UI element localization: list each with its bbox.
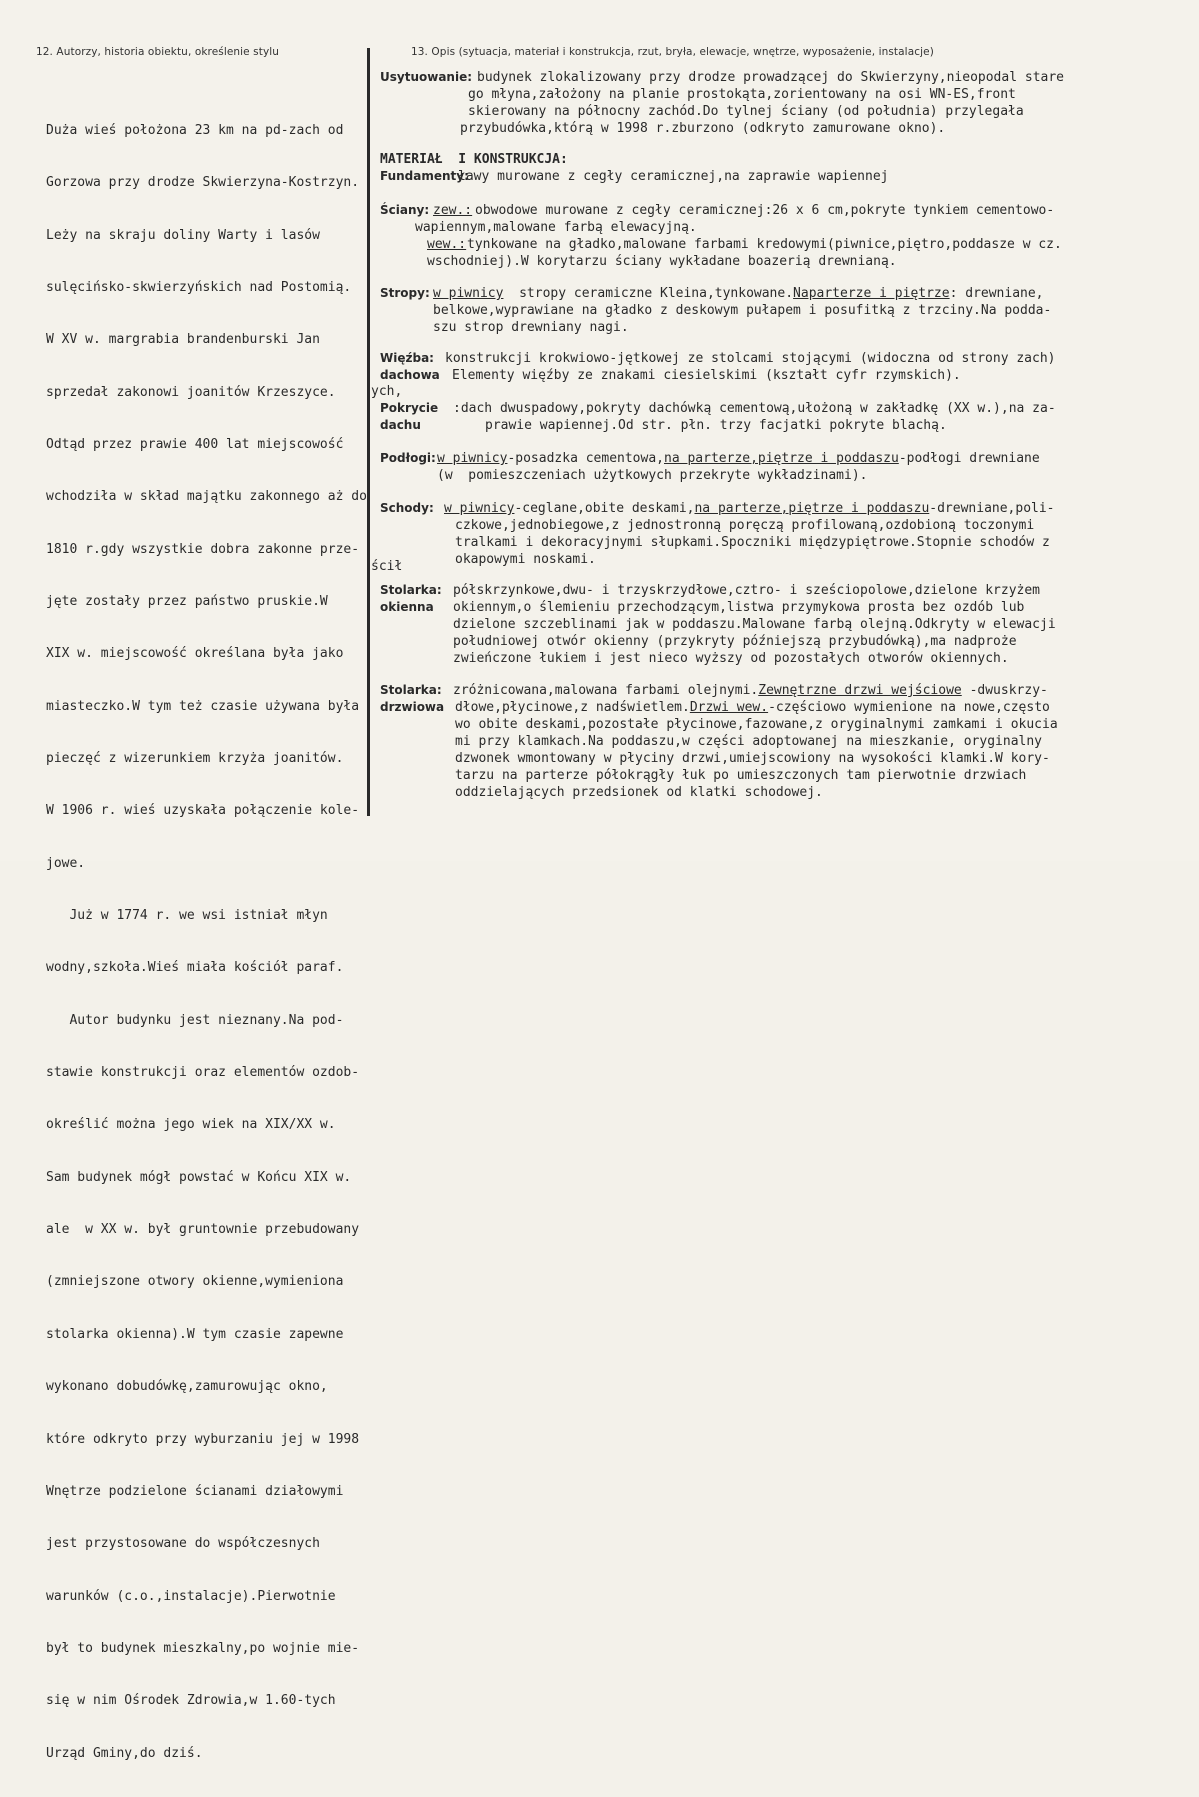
text-line: obwodowe murowane z cegły ceramicznej:26 x 6 cm,pokryte tynkiem cementowo-: [475, 203, 1055, 218]
text-line: sulęcińsko-skwierzyńskich nad Postomią.: [46, 279, 352, 295]
text-line: wo obite deskami,pozostałe płycinowe,fazowane,z oryginalnymi zamkami i okucia: [455, 717, 1058, 732]
text-line: jowe.: [46, 855, 86, 871]
text-line: stawie konstrukcji oraz elementów ozdob-: [46, 1065, 360, 1081]
underlined-text: w piwnicy: [433, 286, 504, 301]
text-line: jest przystosowane do współczesnych: [46, 1536, 320, 1552]
text-line: dzielone szczeblinami jak w poddaszu.Malowane farbą olejną.Odkryty w elewacji: [453, 617, 1056, 632]
field-label: Fundamenty:: [380, 169, 469, 183]
text-line: szu strop drewniany nagi.: [433, 320, 629, 335]
text-line: Duża wieś położona 23 km na pd-zach od: [46, 122, 344, 138]
field-label: Więźba:: [380, 351, 434, 365]
underlined-text: Zewnętrzne drzwi wejściowe: [758, 683, 962, 698]
text-line: wchodziła w skład majątku zakonnego aż do: [46, 489, 367, 505]
text-line: skierowany na północny zachód.Do tylnej ściany (od południa) przylegała: [468, 104, 1024, 119]
text-line: południowej otwór okienny (przykryty późniejszą przybudówką),ma nadproże: [453, 634, 1017, 649]
text-line: 1810 r.gdy wszystkie dobra zakonne prze-: [46, 541, 360, 557]
text-line: W XV w. margrabia brandenburski Jan: [46, 332, 320, 348]
overflow-text: ych,: [371, 384, 403, 399]
text-line: wschodniej).W korytarzu ściany wykładane boazerią drewnianą.: [427, 254, 897, 269]
text-line: miasteczko.W tym też czasie używana była: [46, 698, 360, 714]
text-line: okapowymi noskami.: [455, 552, 596, 567]
field-label: Usytuowanie:: [380, 70, 473, 84]
field-label: Pokrycie: [380, 401, 439, 415]
text-line: przybudówka,którą w 1998 r.zburzono (odkryto zamurowane okno).: [460, 121, 946, 136]
text-line: półskrzynkowe,dwu- i trzyskrzydłowe,cztro- i sześciopolowe,dzielone krzyżem: [453, 583, 1040, 598]
text-line: go młyna,założony na planie prostokąta,zorientowany na osi WN-ES,front: [468, 87, 1016, 102]
text-line: tarzu na parterze półokrągły łuk po umieszczonych tam pierwotnie drzwiach: [455, 768, 1027, 783]
text-line: belkowe,wyprawiane na gładko z deskowym pułapem i posufitką z trzciny.Na podda-: [433, 303, 1052, 318]
text-line: W 1906 r. wieś uzyskała połączenie kole-: [46, 803, 360, 819]
text-line: czkowe,jednobiegowe,z jednostronną poręczą profilowaną,ozdobioną toczonymi: [455, 518, 1035, 533]
text-line: prawie wapiennej.Od str. płn. trzy facjatki pokryte blachą.: [485, 418, 947, 433]
text-line: (w pomieszczeniach użytkowych przekryte wykładzinami).: [437, 468, 868, 483]
text-line: okiennym,o ślemieniu przechodzącym,listwa przymykowa prosta bez ozdób lub: [453, 600, 1025, 615]
left-section-header: 12. Autorzy, historia obiektu, określenie stylu: [36, 46, 280, 58]
text-line: dzwonek wmontowany w płyciny drzwi,umiejscowiony na wysokości klamki.W kory-: [455, 751, 1050, 766]
text-line: jęte zostały przez państwo pruskie.W: [46, 594, 328, 609]
text-line: Leży na skraju doliny Warty i lasów: [46, 227, 320, 243]
underlined-text: Drzwi wew.: [689, 700, 769, 715]
text-line: które odkryto przy wyburzaniu jej w 1998: [46, 1431, 360, 1447]
text-line: wapiennym,malowane farbą elewacyjną.: [415, 220, 697, 235]
text-line: Autor budynku jest nieznany.Na pod-: [46, 1012, 344, 1028]
right-section-header: 13. Opis (sytuacja, materiał i konstrukcja, rzut, bryła, elewacje, wnętrze, wyposażenie, instalacje): [411, 46, 934, 58]
field-label: Schody:: [380, 501, 434, 515]
text-line: Odtąd przez prawie 400 lat miejscowość: [46, 436, 344, 452]
field-label: Stolarka:: [380, 683, 442, 697]
text-line: tralkami i dekoracyjnymi słupkami.Spoczniki międzypiętrowe.Stopnie schodów z: [455, 535, 1050, 550]
text-line: wykonano dobudówkę,zamurowując okno,: [46, 1379, 328, 1395]
text-line: tynkowane na gładko,malowane farbami kredowymi(piwnice,piętro,poddasze w cz.: [467, 237, 1062, 252]
text-line: Wnętrze podzielone ścianami działowymi: [46, 1483, 344, 1499]
text-line: warunków (c.o.,instalacje).Pierwotnie: [46, 1588, 336, 1604]
text-line: się w nim Ośrodek Zdrowia,w 1.60-tych: [46, 1693, 336, 1709]
underlined-text: w piwnicy: [444, 501, 515, 516]
text-line: oddzielających przedsionek od klatki schodowej.: [455, 785, 823, 800]
field-label: Stropy:: [380, 286, 430, 300]
text-line: XIX w. miejscowość określana była jako: [46, 646, 344, 662]
overflow-text: ścił: [371, 559, 403, 574]
field-label: dachu: [380, 418, 421, 432]
text-line: (zmniejszone otwory okienne,wymieniona: [46, 1274, 344, 1290]
text-line: sprzedał zakonowi joanitów Krzeszyce.: [46, 384, 336, 400]
field-label: Ściany:: [380, 203, 430, 217]
text-line: Gorzowa przy drodze Skwierzyna-Kostrzyn.: [46, 175, 360, 191]
text-line: stolarka okienna).W tym czasie zapewne: [46, 1326, 344, 1342]
subfield-label: wew.:: [427, 237, 467, 252]
text-line: ławy murowane z cegły ceramicznej,na zaprawie wapiennej: [458, 169, 889, 184]
text-line: ale w XX w. był gruntownie przebudowany: [46, 1222, 360, 1238]
field-label: Podłogi:: [380, 451, 436, 465]
text-line: był to budynek mieszkalny,po wojnie mie-: [46, 1640, 360, 1656]
text-line: budynek zlokalizowany przy drodze prowadzącej do Skwierzyny,nieopodal stare: [477, 70, 1064, 85]
field-label: drzwiowa: [380, 700, 445, 714]
text-line: Już w 1774 r. we wsi istniał młyn: [46, 908, 328, 924]
text-line: pieczęć z wizerunkiem krzyża joanitów.: [46, 751, 344, 767]
underlined-text: Naparterze i piętrze: [793, 286, 950, 301]
text-line: konstrukcji krokwiowo-jętkowej ze stolcami stojącymi (widoczna od strony zach): [445, 351, 1056, 366]
text-line: Sam budynek mógł powstać w Końcu XIX w.: [46, 1169, 352, 1185]
underlined-text: na parterze,piętrze i poddaszu: [694, 501, 930, 516]
text-line: mi przy klamkach.Na poddaszu,w części adoptowanej na mieszkanie, oryginalny: [455, 734, 1042, 749]
text-line: wodny,szkoła.Wieś miała kościół paraf.: [46, 960, 344, 976]
text-line: Urząd Gminy,do dziś.: [46, 1745, 203, 1761]
underlined-text: na parterze,piętrze i poddaszu: [664, 451, 899, 466]
text-line: :dach dwuspadowy,pokryty dachówką cementową,ułożoną w zakładkę (XX w.),na za-: [453, 401, 1056, 416]
history-text: [46, 87, 372, 1797]
text-line: Elementy więźby ze znakami ciesielskimi (kształt cyfr rzymskich).: [452, 368, 961, 383]
document-page: 12. Autorzy, historia obiektu, określenie stylu 13. Opis (sytuacja, materiał i konstrukcja, rzut, bryła, elewacje, wnętrze, wyposażenie, instalacje) Duża wieś położona 23 km na pd-zach od Gorzowa przy drodze Skwierzyna-Kostrzyn. Leży na skraju doliny Warty i lasów sulęcińsko-skwierzyńskich nad Postomią. W XV w. margrabia brandenburski Jan sprzedał zakonowi joanitów Krzeszyce. Odtąd przez prawie 400 lat miejscowość wchodziła w skład majątku zakonnego aż do 1810 r.gdy wszystkie dobra zakonne prze- jęte zostały przez państwo pruskie.W XIX w. miejscowość określana była jako miasteczko.W tym też czasie używana była pieczęć z wizerunkiem krzyża joanitów. W 1906 r. wieś uzyskała połączenie kole- jowe. Już w 1774 r. we wsi istniał młyn wodny,szkoła.Wieś miała kościół paraf. Autor budynku jest nieznany.Na pod- stawie konstrukcji oraz elementów ozdob- określić można jego wiek na XIX/XX w. Sam budynek mógł powstać w Końcu XIX w. ale w XX w. był gruntownie przebudowany (zmniejszone otwory okienne,wymieniona stolarka okienna).W tym czasie zapewne wykonano dobudówkę,zamurowując okno, które odkryto przy wyburzaniu jej w 1998 Wnętrze podzielone ścianami działowymi jest przystosowane do współczesnych warunków (c.o.,instalacje).Pierwotnie był to budynek mieszkalny,po wojnie mie- się w nim Ośrodek Zdrowia,w 1.60-tych Urząd Gminy,do dziś. ych, ścił Usytuowanie: budynek zlokalizowany przy drodze prowadzącej do Skwierzyny,nieopodal stare go młyna,założony na planie prostokąta,zorientowany na osi WN-ES,front skierowany na północny zachód.Do tylnej ściany (od południa) przylegała przybudówka,którą w 1998 r.zburzono (odkryto zamurowane okno). MATERIAŁ I KONSTRUKCJA: Fundamenty: ławy murowane z cegły ceramicznej,na zaprawie wapiennej Ściany: zew.: obwodowe murowane z cegły ceramicznej:26 x 6 cm,pokryte tynkiem cementowo- wapiennym,malowane farbą elewacyjną. wew.: tynkowane na gładko,malowane farbami kredowymi(piwnice,piętro,poddasze w cz. wschodniej).W korytarzu ściany wykładane boazerią drewnianą. Stropy: w piwnicy stropy ceramiczne Kleina,tynkowane.Naparterze i piętrze: drewniane, belkowe,wyprawiane na gładko z deskowym pułapem i posufitką z trzciny.Na podda- szu strop drewniany nagi. Więźba: dachowa konstrukcji krokwiowo-jętkowej ze stolcami stojącymi (widoczna od strony zach) Elementy więźby ze znakami ciesielskimi (kształt cyfr rzymskich). Pokrycie dachu :dach dwuspadowy,pokryty dachówką cementową,ułożoną w zakładkę (XX w.),na za- prawie wapiennej.Od str. płn. trzy facjatki pokryte blachą. Podłogi: w piwnicy-posadzka cementowa,na parterze,piętrze i poddaszu-podłogi drewniane (w pomieszczeniach użytkowych przekryte wykładzinami). Schody: w piwnicy-ceglane,obite deskami,na parterze,piętrze i poddaszu-drewniane,poli- czkowe,jednobiegowe,z jednostronną poręczą profilowaną,ozdobioną toczonymi tralkami i dekoracyjnymi słupkami.Spoczniki międzypiętrowe.Stopnie schodów z okapowymi noskami. Stolarka: okienna półskrzynkowe,dwu- i trzyskrzydłowe,cztro- i sześciopolowe,dzielone krzyżem okiennym,o ślemieniu przechodzącym,listwa przymykowa prosta bez ozdób lub dzielone szczeblinami jak w poddaszu.Malowane farbą olejną.Odkryty w elewacji południowej otwór okienny (przykryty późniejszą przybudówką),ma nadproże zwieńczone łukiem i jest nieco wyższy od pozostałych otworów okiennych. Stolarka: drzwiowa zróżnicowana,malowana farbami olejnymi.Zewnętrzne drzwi wejściowe -dwuskrzy- dłowe,płycinowe,z nadświetlem.Drzwi wew.-częściowo wymienione na nowe,często wo obite deskami,pozostałe płycinowe,fazowane,z oryginalnymi zamkami i okucia mi przy klamkach.Na poddaszu,w części adoptowanej na mieszkanie, oryginalny dzwonek wmontowany w płyciny drzwi,umiejscowiony na wysokości klamki.W kory- tarzu na parterze półokrągły łuk po umieszczonych tam pierwotnie drzwiach oddzielających przedsionek od klatki schodowej.: [0, 0, 1199, 861]
text-line: zwieńczone łukiem i jest nieco wyższy od pozostałych otworów okiennych.: [453, 651, 1009, 666]
underlined-text: w piwnicy: [437, 451, 508, 466]
subfield-label: zew.:: [433, 203, 473, 218]
field-label: okienna: [380, 600, 434, 614]
field-label: dachowa: [380, 368, 440, 382]
field-label: Stolarka:: [380, 583, 442, 597]
text-line: określić można jego wiek na XIX/XX w.: [46, 1117, 336, 1133]
